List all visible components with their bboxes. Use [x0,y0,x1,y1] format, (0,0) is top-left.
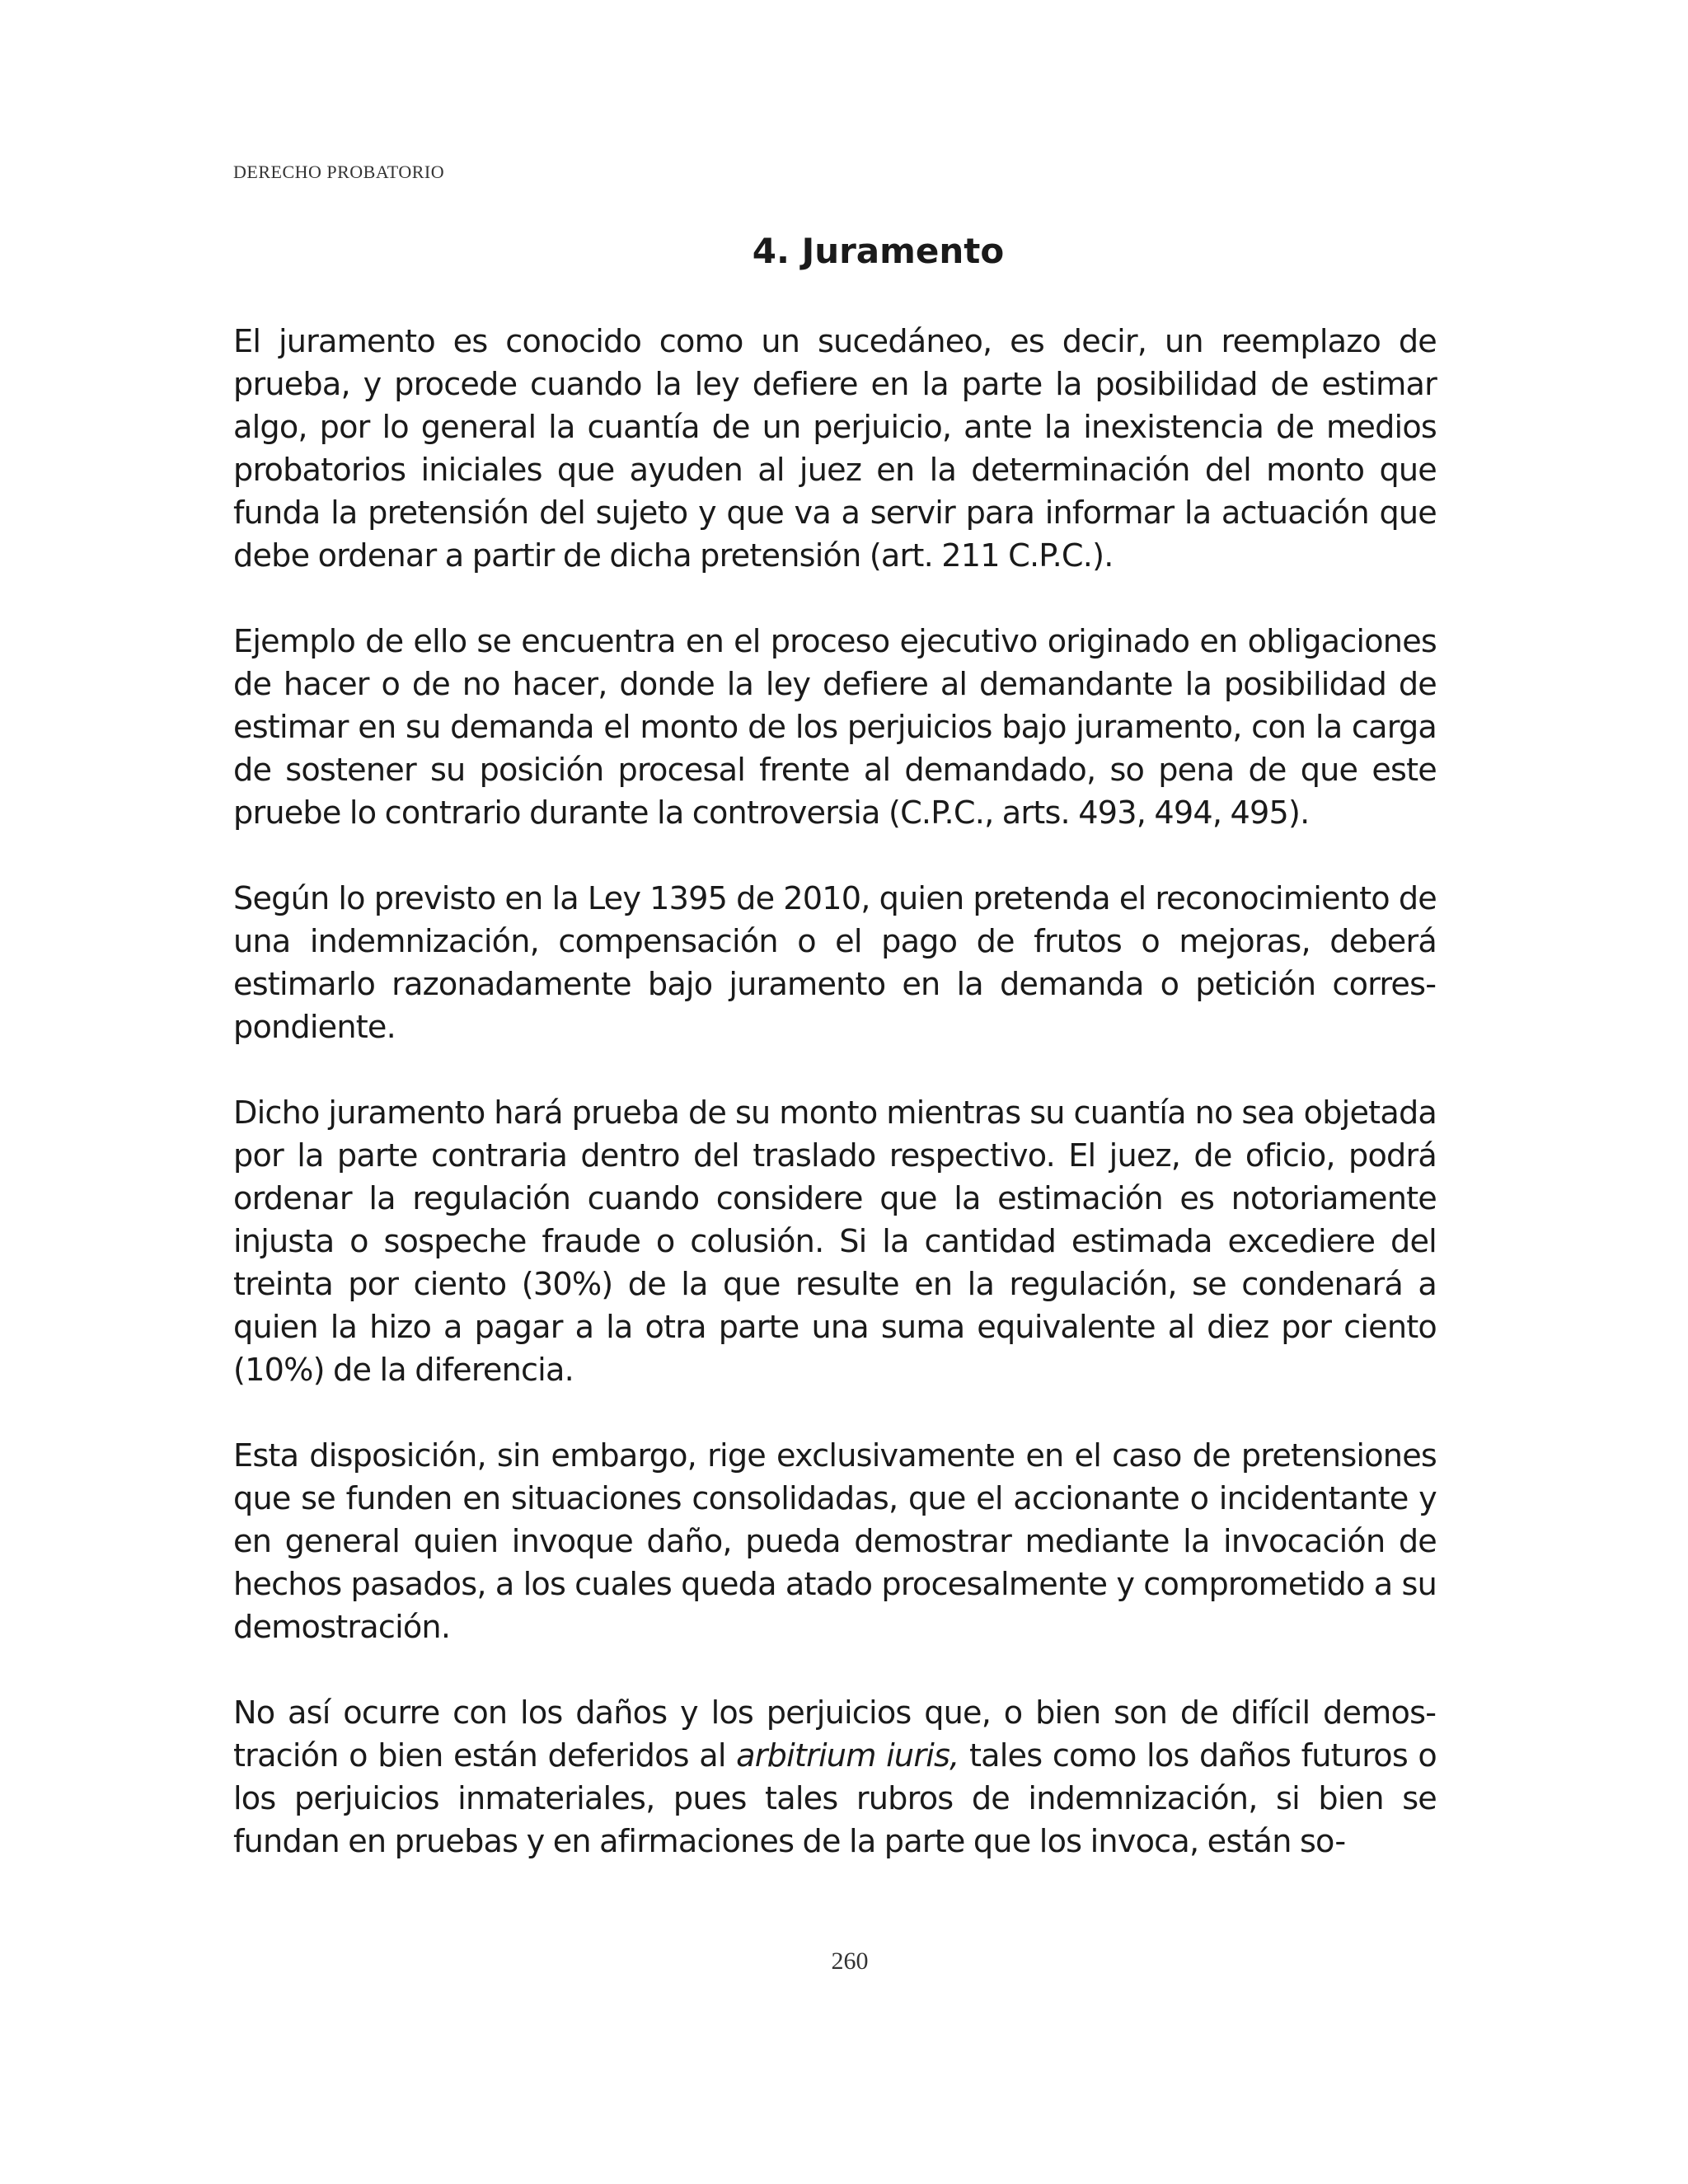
running-head: DERECHO PROBATORIO [233,162,445,182]
paragraph-last [233,1692,1437,1863]
paragraph: Esta disposición, sin embargo, rige exclusivamente en el caso de pretensiones que se funden en situaciones consolidadas, que el accionante o incidentante y en general quien invoque daño, pueda demostrar mediante la invocación de hechos pasados, a los cuales queda atado procesalmente y comprometido a su demostración. [233,1438,1437,1646]
paragraph-text-start: No así ocurre con los daños y los perjuicios que, o bien son de difícil demostración o bien están deferidos al [233,1695,1437,1774]
paragraph-text-end: tales como los daños futuros o los perjuicios inmateriales, pues tales rubros de indemnización, si bien se fundan en pruebas y en afirmaciones de la parte que los invoca, están so- [233,1738,1437,1860]
latin-term: arbitrium iuris, [736,1738,959,1774]
paragraph: Según lo previsto en la Ley 1395 de 2010, quien pretenda el reconocimiento de una indemnización, compensación o el pago de frutos o mejoras, deberá estimarlo razonadamente bajo juramento en la demanda o petición correspondiente. [233,881,1437,1046]
paragraph: El juramento es conocido como un sucedáneo, es decir, un reemplazo de prueba, y procede cuando la ley defiere en la parte la posibilidad de estimar algo, por lo general la cuantía de un perjuicio, ante la inexistencia de medios probatorios iniciales que ayuden al juez en la determinación del monto que funda la pretensión del sujeto y que va a servir para informar la actuación que debe ordenar a partir de dicha pretensión (art. 211 C.P.C.). [233,324,1437,574]
body-text [233,321,1437,1863]
paragraph: Dicho juramento hará prueba de su monto mientras su cuantía no sea objetada por la parte contraria dentro del traslado respectivo. El juez, de oficio, podrá ordenar la regulación cuando considere que la estimación es notoriamente injusta o sospeche fraude o colusión. Si la cantidad estimada excediere del treinta por ciento (30%) de la que resulte en la regulación, se condenará a quien la hizo a pagar a la otra parte una suma equivalente al diez por ciento (10%) de la diferencia. [233,1095,1437,1389]
section-title: 4. Juramento [752,231,1005,271]
paragraph: Ejemplo de ello se encuentra en el proceso ejecutivo originado en obligaciones de hacer o de no hacer, donde la ley defiere al demandante la posibilidad de estimar en su demanda el monto de los perjuicios bajo juramento, con la carga de sostener su posición procesal frente al demandado, so pena de que este pruebe lo contrario durante la controversia (C.P.C., arts. 493, 494, 495). [233,624,1437,832]
page-number: 260 [831,1947,869,1975]
